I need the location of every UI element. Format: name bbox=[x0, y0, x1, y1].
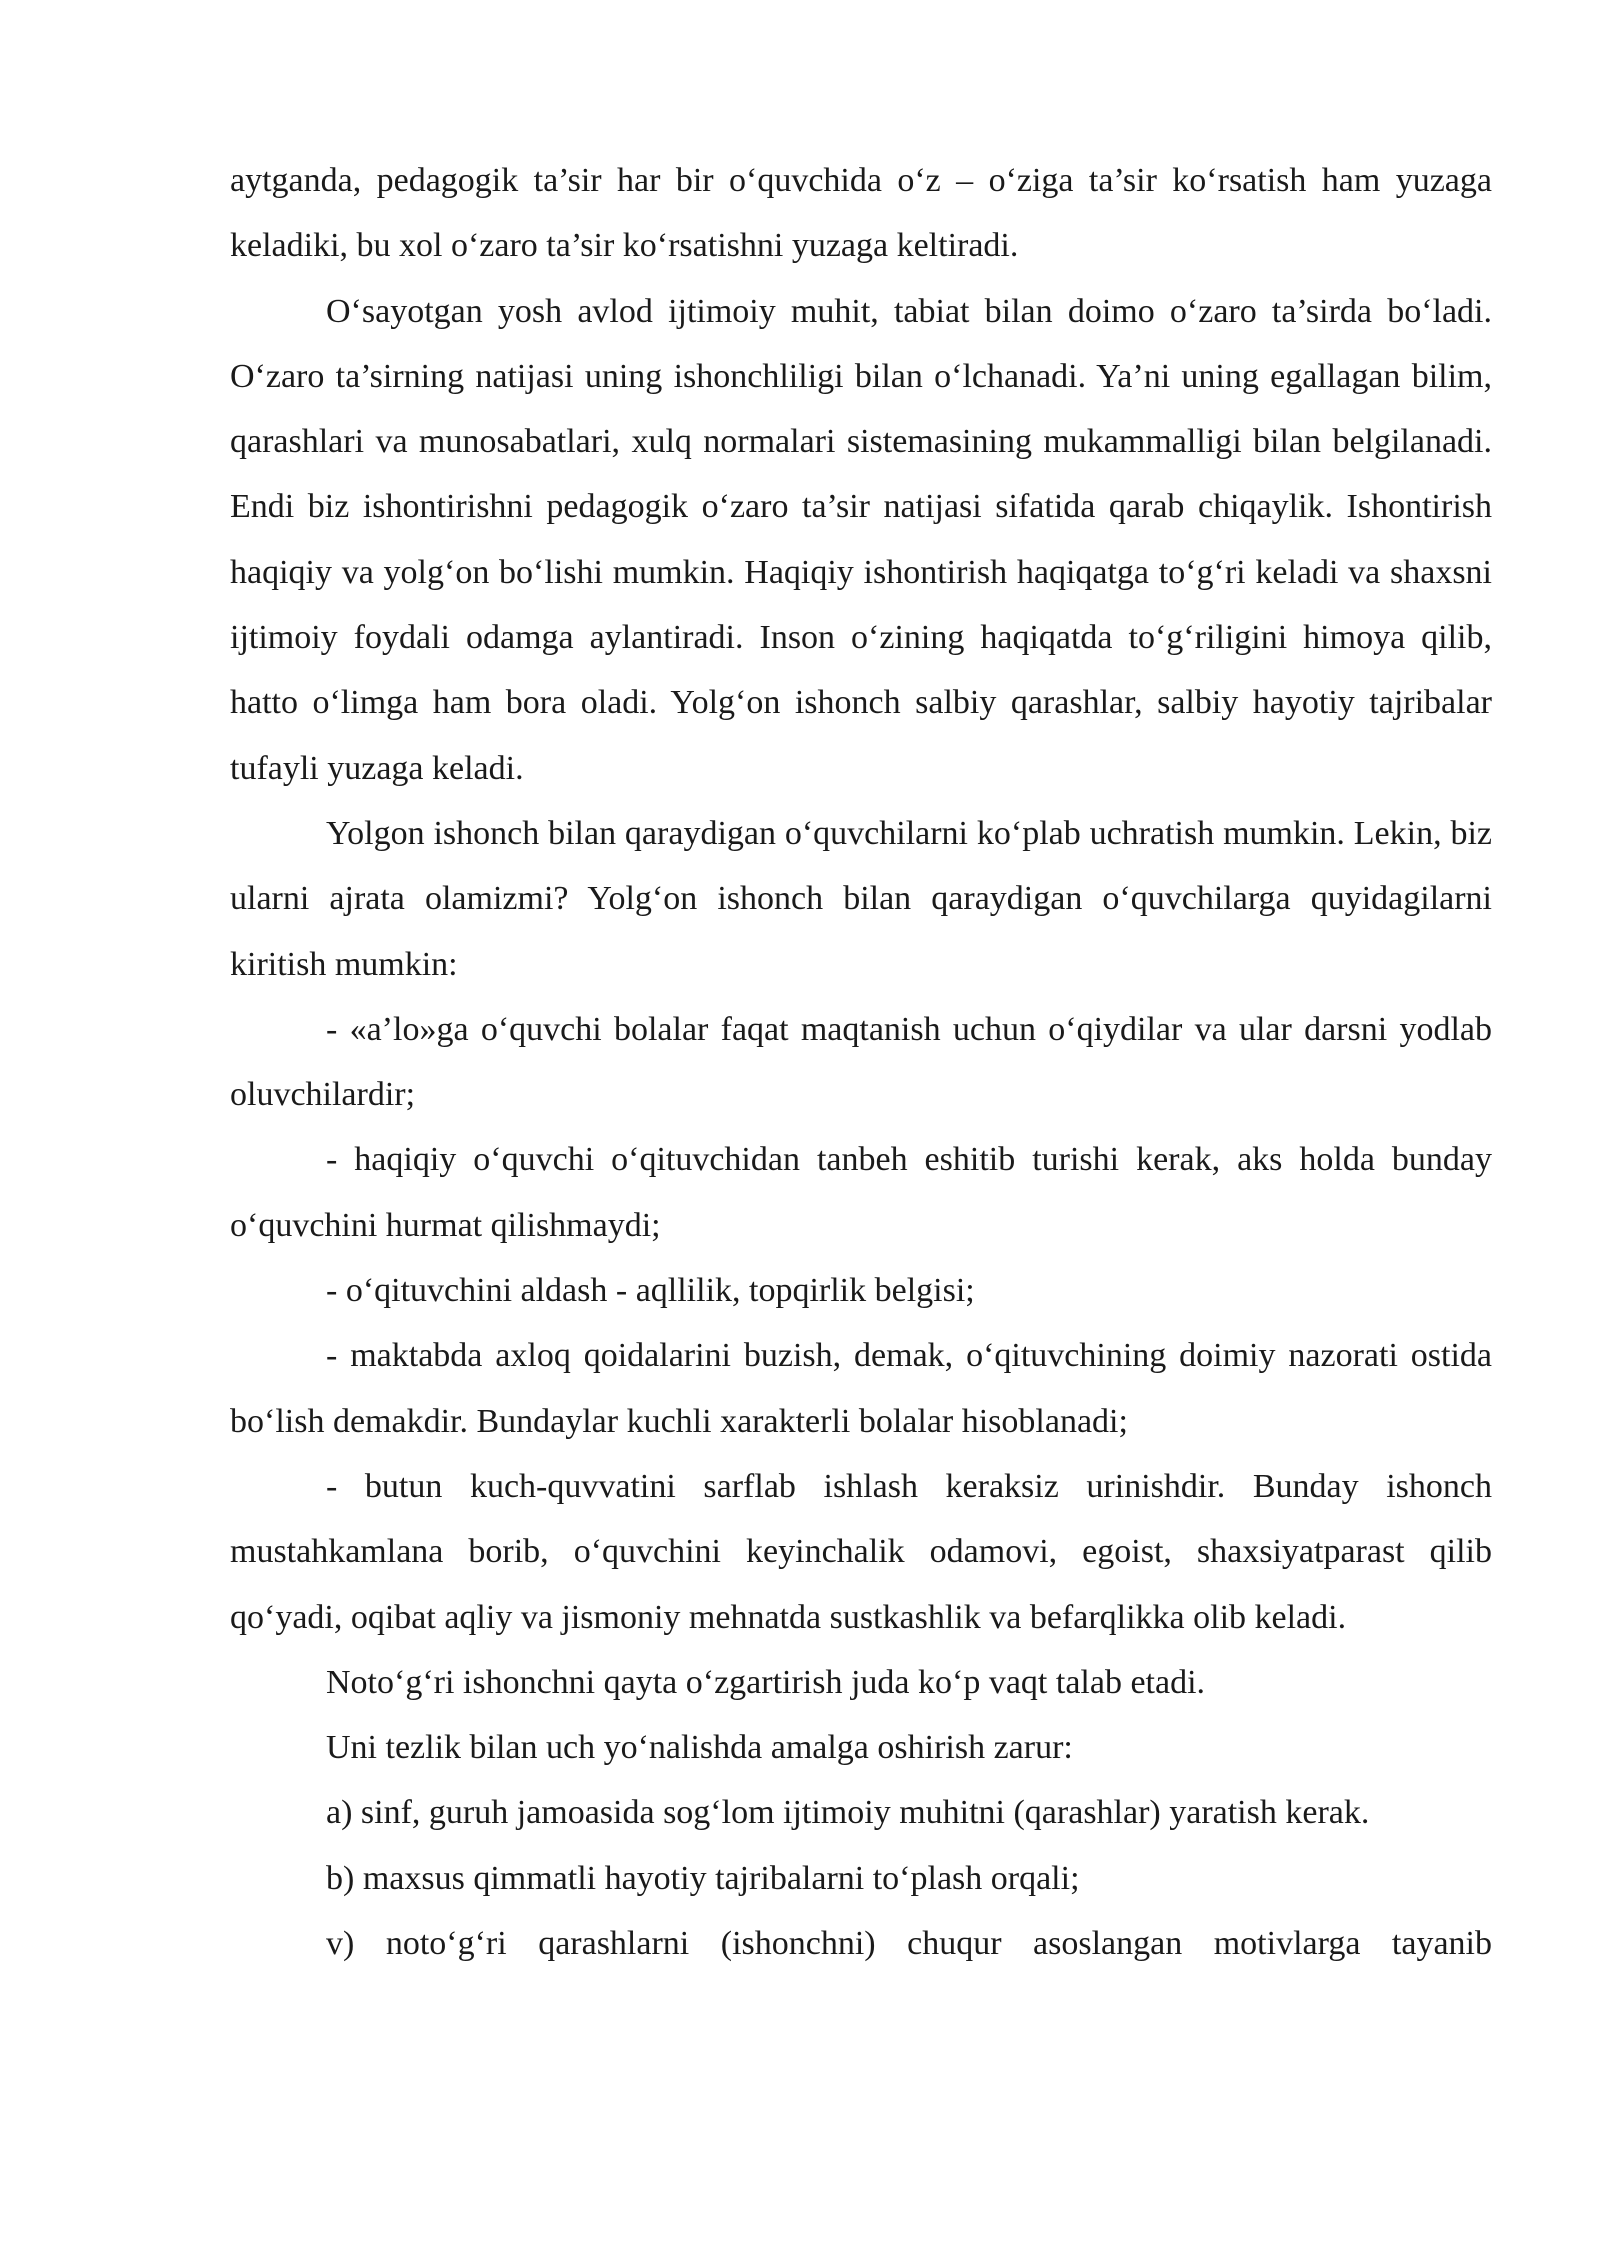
list-item: - butun kuch-quvvatini sarflab ishlash keraksiz urinishdir. Bunday ishonch mustahkamlana borib, o‘quvchini keyinchalik odamovi, egoist, shaxsiyatparast qilib qo‘yadi, oqibat aqliy va jismoniy mehnatda sustkashlik va befarqlikka olib keladi. bbox=[230, 1467, 1492, 1636]
paragraph-continuation: aytganda, pedagogik ta’sir har bir o‘quvchida o‘z – o‘ziga ta’sir ko‘rsatish ham yuzaga keladiki, bu xol o‘zaro ta’sir ko‘rsatishni yuzaga keltiradi. bbox=[230, 162, 1492, 265]
list-item: - haqiqiy o‘quvchi o‘qituvchidan tanbeh eshitib turishi kerak, aks holda bunday o‘quvchini hurmat qilishmaydi; bbox=[230, 1141, 1492, 1244]
paragraph: Noto‘g‘ri ishonchni qayta o‘zgartirish juda ko‘p vaqt talab etadi. bbox=[326, 1663, 1206, 1701]
paragraph: O‘sayotgan yosh avlod ijtimoiy muhit, tabiat bilan doimo o‘zaro ta’sirda bo‘ladi. O‘zaro ta’sirning natijasi uning ishonchliligi bilan o‘lchanadi. Ya’ni uning egallagan bilim, qarashlari va munosabatlari, xulq normalari sistemasining mukammalligi bilan belgilanadi. Endi biz ishontirishni pedagogik o‘zaro ta’sir natijasi sifatida qarab chiqaylik. Ishontirish haqiqiy va yolg‘on bo‘lishi mumkin. Haqiqiy ishontirish haqiqatga to‘g‘ri keladi va shaxsni ijtimoiy foydali odamga aylantiradi. Inson o‘zining haqiqatda to‘g‘riligini himoya qilib, hatto o‘limga ham bora oladi. Yolg‘on ishonch salbiy qarashlar, salbiy hayotiy tajribalar tufayli yuzaga keladi. bbox=[230, 292, 1492, 787]
document-body bbox=[230, 148, 1492, 1976]
paragraph: Uni tezlik bilan uch yo‘nalishda amalga oshirish zarur: bbox=[326, 1729, 1073, 1767]
list-item: v) noto‘g‘ri qarashlarni (ishonchni) chuqur asoslangan motivlarga tayanib bbox=[326, 1925, 1492, 1963]
list-item: b) maxsus qimmatli hayotiy tajribalarni to‘plash orqali; bbox=[326, 1859, 1080, 1897]
list-item: - «a’lo»ga o‘quvchi bolalar faqat maqtanish uchun o‘qiydilar va ular darsni yodlab oluvchilardir; bbox=[230, 1010, 1492, 1114]
list-item: a) sinf, guruh jamoasida sog‘lom ijtimoiy muhitni (qarashlar) yaratish kerak. bbox=[326, 1794, 1370, 1832]
list-item: - o‘qituvchini aldash - aqllilik, topqirlik belgisi; bbox=[326, 1272, 975, 1310]
paragraph: Yolgon ishonch bilan qaraydigan o‘quvchilarni ko‘plab uchratish mumkin. Lekin, biz ularni ajrata olamizmi? Yolg‘on ishonch bilan qaraydigan o‘quvchilarga quyidagilarni kiritish mumkin: bbox=[230, 814, 1492, 983]
list-item: - maktabda axloq qoidalarini buzish, demak, o‘qituvchining doimiy nazorati ostida bo‘lish demakdir. Bundaylar kuchli xarakterli bolalar hisoblanadi; bbox=[230, 1337, 1492, 1440]
